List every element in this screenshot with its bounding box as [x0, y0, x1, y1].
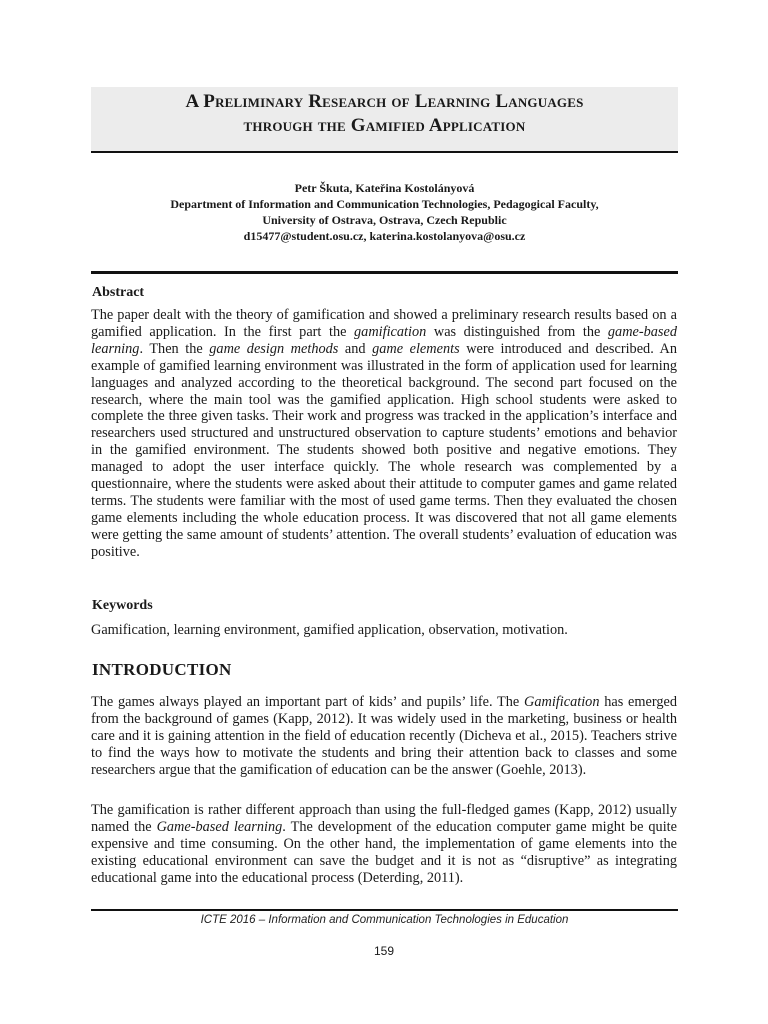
author-department: Department of Information and Communication Technologies, Pedagogical Faculty, — [170, 197, 599, 211]
intro-paragraph-2 — [91, 802, 677, 887]
title-block — [91, 87, 678, 153]
abstract-em-game-elements: game elements — [372, 340, 460, 357]
abstract-part-1: The paper dealt with the theory of gamification and showed a preliminary research results based on a gamified application. In the first part the — [91, 307, 677, 340]
paper-title-line-2: through the Gamified Application — [243, 115, 526, 136]
introduction-heading: INTRODUCTION — [92, 660, 232, 679]
intro-p1-em: Gamification — [524, 694, 600, 710]
author-names: Petr Škuta, Kateřina Kostolányová — [294, 181, 475, 195]
intro-p1-part-b: has emerged from the background of games (Kapp, 2012). It was widely used in the marketing, business or health care and it is gaining attention in the field of education recently (Dicheva et al., 2015). Teachers strive to find the ways how to motivate the students and bring their attention back to classes and some researchers argue that the gamification of education can be the answer (Goehle, 2013). — [91, 694, 677, 778]
abstract-part-5: were introduced and described. An example of gamified learning environment was illustrated in the form of application used for learning languages and analyzed according to the theoretical background. The second part focused on the research, where the main tool was the gamified application. High school students were asked to complete the three given tasks. Their work and progress was tracked in the application’s interface and researchers used structured and unstructured observation to capture students’ emotions and behavior in the gamified environment. The students showed both positive and negative emotions. They managed to adopt the user interface quickly. The whole research was complemented by a questionnaire, where the students were asked about their attitude to computer games and game related terms. The students were familiar with the most of used game terms. Then they evaluated the chosen game elements including the whole education process. It was discovered that not all game elements were getting the same amount of students’ attention. The overall students’ evaluation of education was positive. — [91, 340, 677, 560]
abstract-part-2: was distinguished from the — [426, 323, 608, 340]
keywords-heading: Keywords — [92, 598, 153, 613]
page-number: 159 — [373, 944, 395, 958]
section-divider — [91, 271, 678, 274]
intro-p1-part-a: The games always played an important part of kids’ and pupils’ life. The — [91, 694, 525, 710]
running-footer: ICTE 2016 – Information and Communication Technologies in Education — [200, 914, 569, 926]
intro-p2-em: Game-based learning — [156, 818, 283, 835]
abstract-em-design-methods: game design methods — [209, 340, 339, 357]
author-emails: d15477@student.osu.cz, katerina.kostolanyova@osu.cz — [243, 229, 526, 243]
intro-p2-part-b: . The development of the education computer game might be quite expensive and time consuming. On the other hand, the implementation of game elements into the existing educational environment can save the budget and it is not as “disruptive” as integrating educational game into the educational process (Deterding, 2011). — [91, 818, 678, 886]
abstract-part-4: and — [338, 340, 373, 357]
abstract-text — [91, 307, 677, 561]
intro-paragraph-1 — [91, 694, 677, 779]
abstract-em-gamification: gamification — [354, 323, 427, 340]
abstract-heading: Abstract — [92, 285, 145, 300]
footer-divider — [91, 909, 678, 911]
keywords-text: Gamification, learning environment, gamified application, observation, motivation. — [91, 622, 568, 638]
intro-p2-part-a: The gamification is rather different approach than using the full-fledged games (Kapp, 2012) usually named the — [91, 802, 677, 835]
paper-title-line-1: A Preliminary Research of Learning Languages — [185, 91, 584, 112]
author-block — [91, 180, 678, 244]
abstract-part-3: . Then the — [139, 340, 210, 357]
abstract-em-gbl: game-based learning — [91, 323, 677, 357]
author-university: University of Ostrava, Ostrava, Czech Republic — [262, 213, 507, 227]
